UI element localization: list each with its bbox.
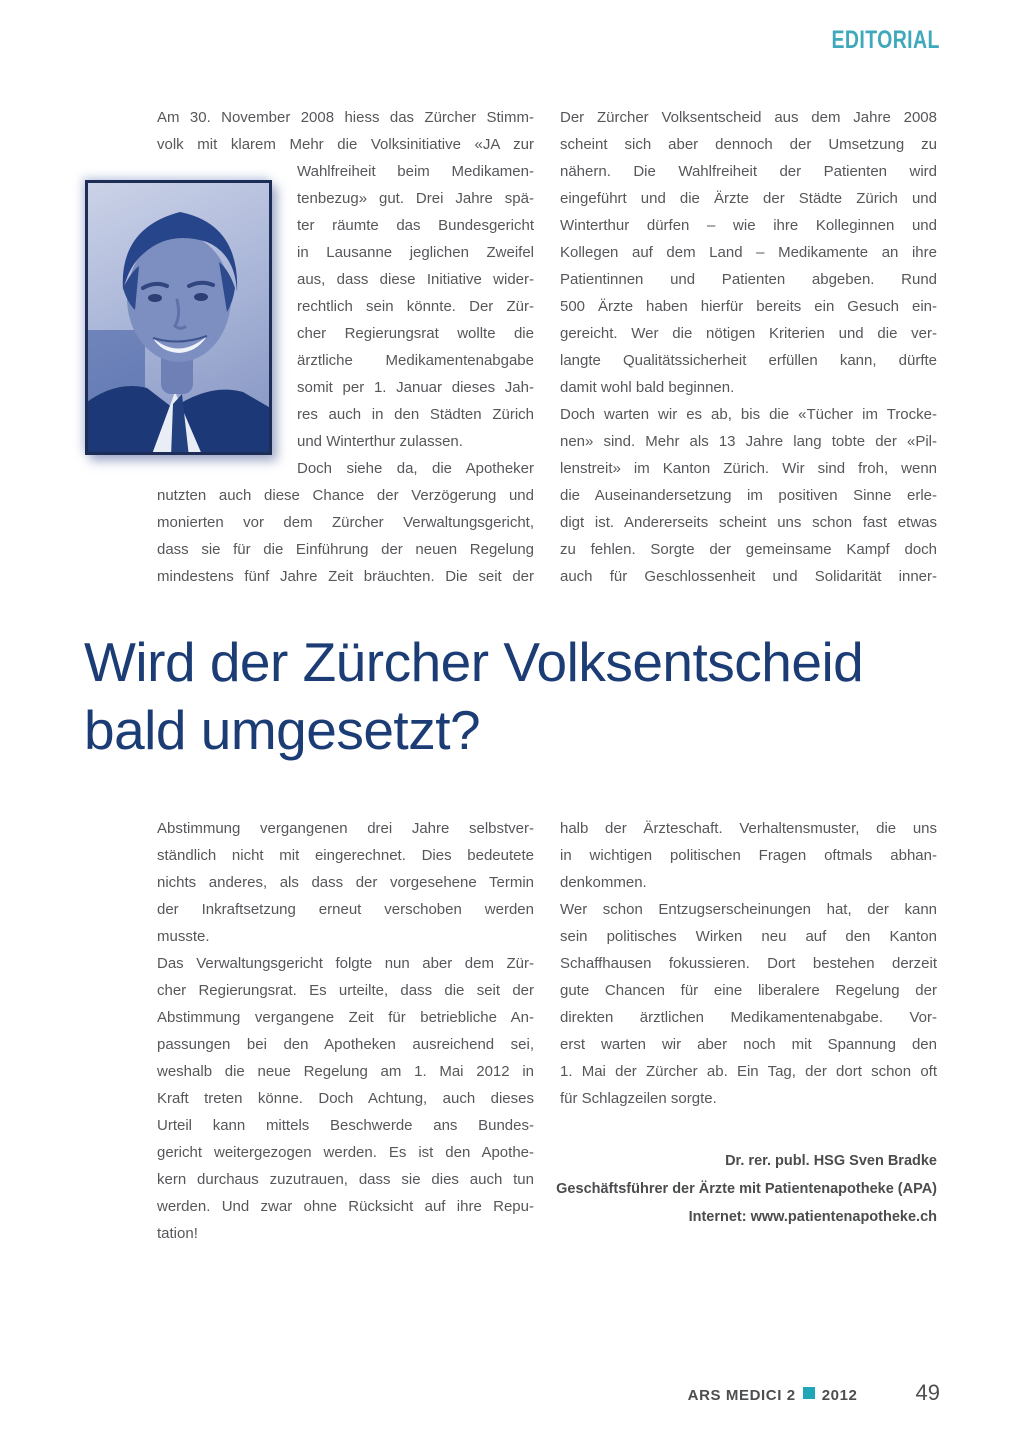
page-number: 49 [915, 1380, 940, 1405]
text-line: scheint sich aber dennoch der Umsetzung zu [560, 136, 937, 153]
text-line: langte Qualitätssicherheit erfüllen kann, dürfte [560, 352, 937, 369]
text-line: Abstimmung vergangenen drei Jahre selbstver- [157, 820, 534, 837]
paragraph-block [157, 815, 534, 1247]
page-title [84, 628, 964, 764]
text-line: 500 Ärzte haben hierfür bereits ein Gesuch ein- [560, 298, 937, 315]
author-signature-lines [500, 1147, 937, 1231]
text-line: volk mit klarem Mehr die Volksinitiative «JA zur [157, 136, 534, 153]
text-line: und Winterthur zulassen. [297, 433, 463, 450]
journal-name: ARS MEDICI 2 [687, 1387, 796, 1404]
text-line: Wer schon Entzugserscheinungen hat, der kann [560, 901, 937, 918]
paragraph-block [560, 815, 937, 1112]
text-line: Patientinnen und Patienten abgeben. Rund [560, 271, 937, 288]
text-line: der Inkraftsetzung erneut verschoben werden [157, 901, 534, 918]
text-line: nen» sind. Mehr als 13 Jahre lang tobte der «Pil- [560, 433, 937, 450]
text-line: nutzten auch diese Chance der Verzögerung und [157, 487, 534, 504]
text-line: tation! [157, 1225, 198, 1242]
bottom-column-left [157, 815, 534, 1247]
text-line: nichts anderes, als dass der vorgesehene Termin [157, 874, 534, 891]
text-line: Dr. rer. publ. HSG Sven Bradke [725, 1153, 937, 1169]
text-line: ständlich nicht mit eingerechnet. Dies bedeutete [157, 847, 534, 864]
text-line: kern durchaus zuzutrauen, dass sie dies auch tun [157, 1171, 534, 1188]
text-line: in wichtigen politischen Fragen oftmals abhan- [560, 847, 937, 864]
text-line: res auch in den Städten Zürich [297, 406, 534, 423]
text-line: Winterthur dürfen – wie ihre Kolleginnen und [560, 217, 937, 234]
text-line: sein politisches Wirken neu auf den Kanton [560, 928, 937, 945]
photo-wrap-spacer [157, 158, 297, 468]
text-line: denkommen. [560, 874, 647, 891]
text-line: cher Regierungsrat wollte die [297, 325, 534, 342]
text-line: Doch siehe da, die Apotheker [297, 460, 534, 477]
text-line: weshalb die neue Regelung am 1. Mai 2012 in [157, 1063, 534, 1080]
text-line: Wird der Zürcher Volksentscheid [84, 631, 864, 693]
text-line: dass sie für die Einführung der neuen Regelung [157, 541, 534, 558]
text-line: damit wohl bald beginnen. [560, 379, 735, 396]
text-line: musste. [157, 928, 210, 945]
text-line: passungen bei den Apotheken ausreichend sei, [157, 1036, 534, 1053]
text-line: aus, dass diese Initiative wider- [297, 271, 534, 288]
paragraph-block [157, 104, 534, 158]
text-line: tenbezug» gut. Drei Jahre spä- [297, 190, 534, 207]
text-line: gericht weitergezogen werden. Es ist den Apothe- [157, 1144, 534, 1161]
text-line: ter räumte das Bundesgericht [297, 217, 534, 234]
text-line: gute Chancen für eine liberalere Regelung der [560, 982, 937, 999]
top-column-left [157, 104, 534, 590]
text-line: Kollegen auf dem Land – Medikamente an ihre [560, 244, 937, 261]
text-line: cher Regierungsrat. Es urteilte, dass die seit der [157, 982, 534, 999]
text-line: erst warten wir aber noch mit Spannung den [560, 1036, 937, 1053]
text-line: in Lausanne jeglichen Zweifel [297, 244, 534, 261]
text-line: halb der Ärzteschaft. Verhaltensmuster, die uns [560, 820, 937, 837]
author-signature [500, 1147, 937, 1231]
paragraph-block [560, 104, 937, 590]
text-line: digt ist. Andererseits scheint uns schon fast etwas [560, 514, 937, 531]
text-line: Urteil kann mittels Beschwerde ans Bundes- [157, 1117, 534, 1134]
text-line: werden. Und zwar ohne Rücksicht auf ihre Repu- [157, 1198, 534, 1215]
top-column-right [560, 104, 937, 590]
text-line: Schaffhausen fokussieren. Dort bestehen derzeit [560, 955, 937, 972]
text-line: Der Zürcher Volksentscheid aus dem Jahre 2008 [560, 109, 937, 126]
text-line: monierten vor dem Zürcher Verwaltungsgericht, [157, 514, 534, 531]
text-line: Geschäftsführer der Ärzte mit Patientenapotheke (APA) [556, 1181, 937, 1197]
text-line: eingeführt und die Ärzte der Städte Zürich und [560, 190, 937, 207]
text-line: direkten ärztlichen Medikamentenabgabe. Vor- [560, 1009, 937, 1026]
text-line: zu fehlen. Sorgte der gemeinsame Kampf doch [560, 541, 937, 558]
text-line: ärztliche Medikamentenabgabe [297, 352, 534, 369]
page-title-lines [84, 628, 964, 764]
text-line: Kraft treten könne. Doch Achtung, auch dieses [157, 1090, 534, 1107]
bottom-column-right [560, 815, 937, 1112]
page-footer [688, 1380, 940, 1406]
text-line: somit per 1. Januar dieses Jah- [297, 379, 534, 396]
text-line: für Schlagzeilen sorgte. [560, 1090, 717, 1107]
text-line: die Auseinandersetzung im positiven Sinne erle- [560, 487, 937, 504]
text-line: Das Verwaltungsgericht folgte nun aber dem Zür- [157, 955, 534, 972]
text-line: Abstimmung vergangene Zeit für betriebliche An- [157, 1009, 534, 1026]
text-line: bald umgesetzt? [84, 699, 481, 761]
text-line: lenstreit» im Kanton Zürich. Wir sind froh, wenn [560, 460, 937, 477]
separator-square-icon [803, 1387, 815, 1399]
text-line: auch für Geschlossenheit und Solidarität inner- [560, 568, 937, 585]
text-line: Am 30. November 2008 hiess das Zürcher Stimm- [157, 109, 534, 126]
text-line: Internet: www.patientenapotheke.ch [688, 1209, 937, 1225]
kicker-editorial-label: EDITORIAL [831, 26, 940, 54]
text-line: mindestens fünf Jahre Zeit bräuchten. Die seit der [157, 568, 534, 585]
text-line: gereicht. Wer die nötigen Kriterien und die ver- [560, 325, 937, 342]
text-line: rechtlich sein könnte. Der Zür- [297, 298, 534, 315]
text-line: 1. Mai der Zürcher ab. Ein Tag, der dort schon oft [560, 1063, 937, 1080]
journal-year: 2012 [821, 1387, 858, 1404]
text-line: Wahlfreiheit beim Medikamen- [297, 163, 534, 180]
text-line: Doch warten wir es ab, bis die «Tücher im Trocke- [560, 406, 937, 423]
text-line: nähern. Die Wahlfreiheit der Patienten wird [560, 163, 937, 180]
